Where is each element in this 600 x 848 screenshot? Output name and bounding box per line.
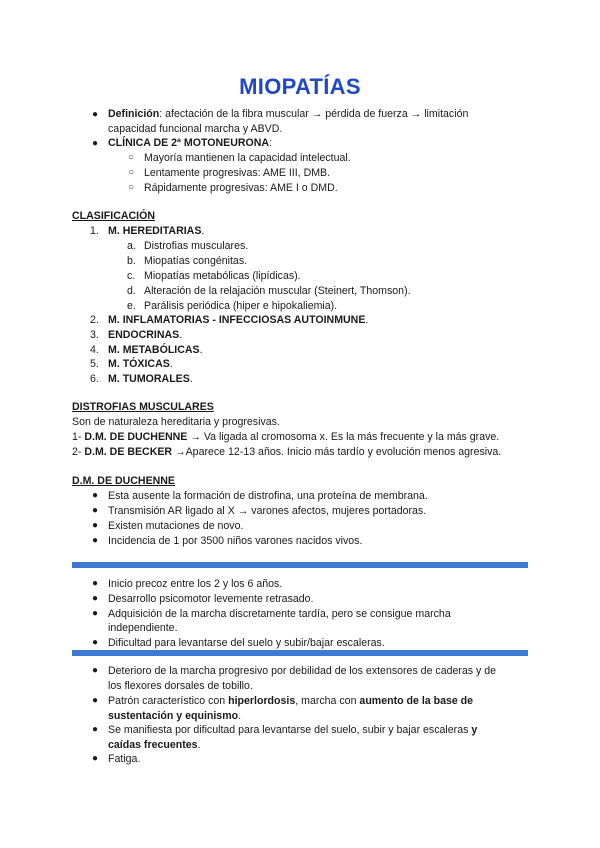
list-number: 3. [90,329,99,341]
list-item: Transmisión AR ligado al X → varones afectos, mujeres portadoras. [108,505,427,517]
list-item-continuation: los flexores dorsales de tobillo. [108,680,253,692]
list-item: Inicio precoz entre los 2 y los 6 años. [108,578,283,590]
bullet-icon: ● [92,520,99,531]
list-item: Miopatías metabólicas (lipídicas). [144,270,301,282]
list-item: Parálisis periódica (hiper e hipokaliemia). [144,300,338,312]
list-item: Miopatías congénitas. [144,255,248,267]
list-item: ENDOCRINAS. [108,329,183,341]
section-divider [72,562,528,568]
list-item-continuation: independiente. [108,622,178,634]
definition-line-2: capacidad funcional marcha y ABVD. [108,123,283,135]
list-item: M. HEREDITARIAS. [108,225,205,237]
circle-bullet-icon: ○ [128,152,135,163]
bullet-icon: ● [92,724,99,735]
list-item: Fatiga. [108,753,141,765]
list-item: Incidencia de 1 por 3500 niños varones nacidos vivos. [108,535,363,547]
list-item: M. METABÓLICAS. [108,344,203,356]
list-item: M. INFLAMATORIAS - INFECCIOSAS AUTOINMUNE. [108,314,369,326]
clinica-label: CLÍNICA DE 2ª MOTONEURONA [108,137,270,149]
list-item: Mayoría mantienen la capacidad intelectual. [144,152,351,164]
list-item-continuation: sustentación y equinismo. [108,710,242,722]
list-number: 2. [90,314,99,326]
list-item: Alteración de la relajación muscular (Steinert, Thomson). [144,285,411,297]
list-letter: a. [127,240,136,252]
list-number: 6. [90,373,99,385]
clinica-line: CLÍNICA DE 2ª MOTONEURONA: [108,137,273,149]
bullet-icon: ● [92,490,99,501]
list-letter: b. [127,255,136,267]
list-letter: c. [127,270,136,282]
bullet-icon: ● [92,608,99,619]
list-number: 4. [90,344,99,356]
list-item: Esta ausente la formación de distrofina, una proteína de membrana. [108,490,428,502]
list-letter: d. [127,285,136,297]
bullet-icon: ● [92,695,99,706]
becker-summary: 2- D.M. DE BECKER →Aparece 12-13 años. Inicio más tardío y evolución menos agresiva. [72,446,502,458]
list-item: Dificultad para levantarse del suelo y subir/bajar escaleras. [108,637,385,649]
list-item: Se manifiesta por dificultad para levantarse del suelo, subir y bajar escaleras y [108,724,478,736]
list-item: M. TÓXICAS. [108,358,173,370]
page-title: MIOPATÍAS [239,74,361,99]
duchenne-heading: D.M. DE DUCHENNE [72,475,175,487]
circle-bullet-icon: ○ [128,167,135,178]
bullet-icon: ● [92,593,99,604]
bullet-icon: ● [92,637,99,648]
distrofias-intro: Son de naturaleza hereditaria y progresivas. [72,416,280,428]
bullet-icon: ● [92,505,99,516]
list-item: Deterioro de la marcha progresivo por debilidad de los extensores de caderas y de [108,665,497,677]
list-item: Desarrollo psicomotor levemente retrasado. [108,593,314,605]
list-item-continuation: caídas frecuentes. [108,739,201,751]
bullet-icon: ● [92,753,99,764]
list-item: Existen mutaciones de novo. [108,520,244,532]
list-letter: e. [127,300,136,312]
list-number: 1. [90,225,99,237]
circle-bullet-icon: ○ [128,182,135,193]
list-item: M. TUMORALES. [108,373,193,385]
distrofias-heading: DISTROFIAS MUSCULARES [72,401,214,413]
list-item: Adquisición de la marcha discretamente tardía, pero se consigue marcha [108,608,451,620]
list-item: Patrón característico con hiperlordosis, marcha con aumento de la base de [108,695,474,707]
list-item: Distrofias musculares. [144,240,249,252]
definition-line [108,107,468,121]
definition-label: Definición [108,108,160,120]
duchenne-summary: 1- D.M. DE DUCHENNE → Va ligada al cromosoma x. Es la más frecuente y la más grave. [72,431,500,443]
definition-text: : afectación de la fibra muscular → pérdida de fuerza → limitación [159,108,469,120]
bullet-icon: ● [92,665,99,676]
clasificacion-heading: CLASIFICACIÓN [72,210,155,222]
list-number: 5. [90,358,99,370]
bullet-icon: ● [92,535,99,546]
bullet-icon: ● [92,109,99,120]
bullet-icon: ● [92,578,99,589]
bullet-icon: ● [92,138,99,149]
section-divider [72,650,528,656]
list-item: Rápidamente progresivas: AME I o DMD. [144,182,338,194]
list-item: Lentamente progresivas: AME III, DMB. [144,167,331,179]
